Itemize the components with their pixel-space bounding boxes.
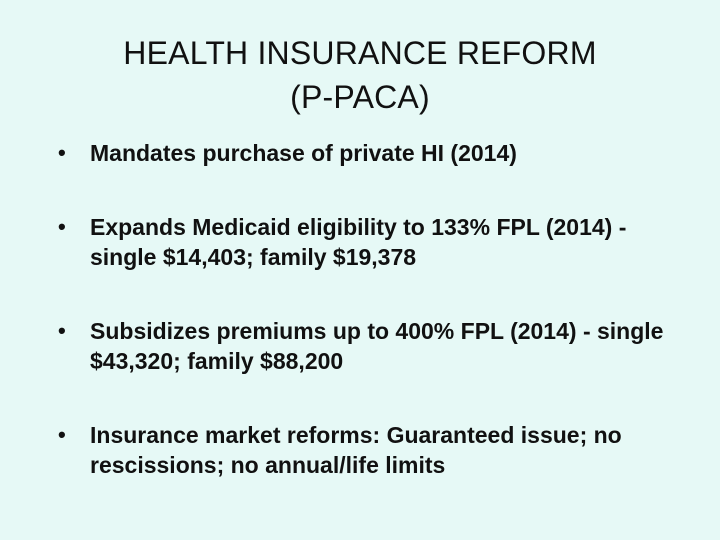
slide-title xyxy=(0,31,720,119)
bullet-dot-icon: • xyxy=(58,214,66,239)
slide-title-line-2: (P-PACA) xyxy=(290,79,430,115)
bullet-item-market-reforms xyxy=(58,420,698,480)
bullet-item-mandates xyxy=(58,138,698,168)
bullet-text: Expands Medicaid eligibility to 133% FPL (2014) - single $14,403; family $19,378 xyxy=(90,214,627,270)
bullet-dot-icon: • xyxy=(58,318,66,343)
bullet-text: Mandates purchase of private HI (2014) xyxy=(90,140,517,166)
bullet-dot-icon: • xyxy=(58,422,66,447)
bullet-list xyxy=(58,138,698,524)
bullet-text: Insurance market reforms: Guaranteed issue; no rescissions; no annual/life limits xyxy=(90,422,622,478)
bullet-item-medicaid xyxy=(58,212,698,272)
bullet-dot-icon: • xyxy=(58,140,66,165)
bullet-text: Subsidizes premiums up to 400% FPL (2014) - single $43,320; family $88,200 xyxy=(90,318,664,374)
slide-title-line-1: HEALTH INSURANCE REFORM xyxy=(123,35,597,71)
bullet-item-subsidies xyxy=(58,316,698,376)
